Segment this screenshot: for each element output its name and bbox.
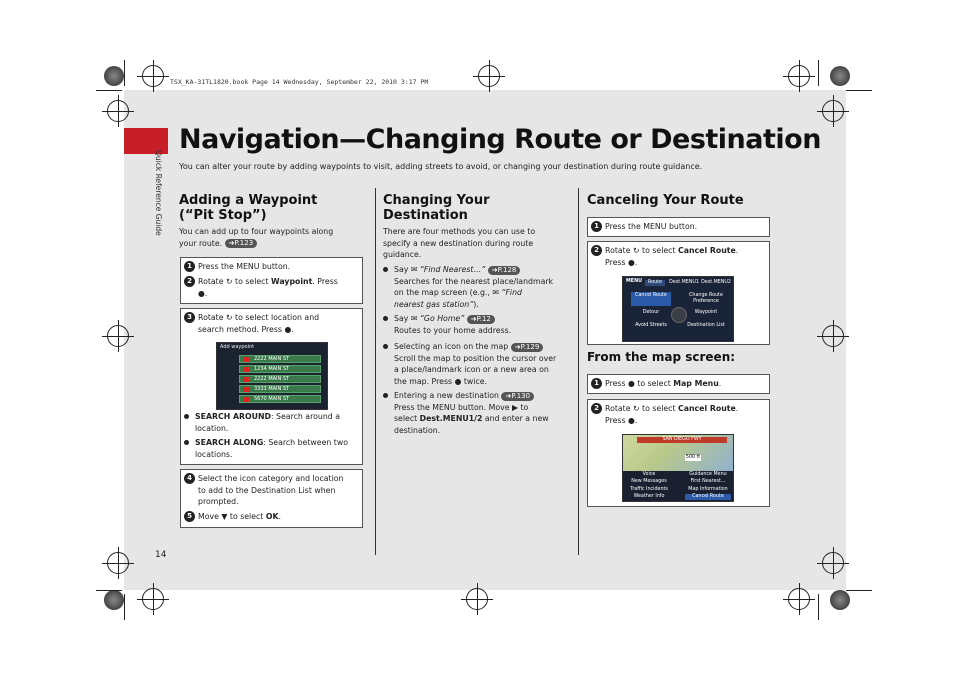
- enter-icon: ●: [284, 324, 292, 334]
- registration-disc: [104, 590, 124, 610]
- registration-mark: [478, 65, 500, 87]
- map-menu-item: Map Information: [688, 487, 728, 492]
- dial-icon: ↻: [226, 313, 233, 322]
- step-item: 2 Rotate ↻ to select Cancel Route. Press ●.: [591, 245, 767, 268]
- bullet-item: SEARCH ALONG: Search between two locations.: [184, 437, 360, 460]
- bullet-item: Entering a new destination ➜P.130 Press the MENU button. Move ▶ to select Dest.MENU1/2 and enter a new destination.: [383, 390, 573, 436]
- menu-tab: Dest.MENU1: [669, 280, 699, 285]
- map-menu-item: Traffic Incidents: [630, 487, 668, 492]
- section-subheading: From the map screen:: [587, 350, 736, 364]
- screen-list-item: 5670 MAIN ST: [239, 395, 321, 403]
- crop-line: [96, 590, 122, 591]
- section-heading: Canceling Your Route: [587, 193, 744, 208]
- menu-cell: Avoid Streets: [635, 323, 667, 328]
- intro-text: You can alter your route by adding waypoints to visit, adding streets to avoid, or changing your destination during route guidance.: [179, 162, 703, 171]
- column-divider: [578, 188, 579, 555]
- bullet-item: Say ✉ “Go Home” ➜P.12 Routes to your home address.: [383, 313, 573, 336]
- street-banner: SAN DIEGO FWY: [637, 437, 727, 443]
- joystick-icon: ▼: [221, 512, 228, 521]
- page-ref-badge[interactable]: ➜P.128: [488, 266, 521, 275]
- section-heading: Changing Your Destination: [383, 193, 490, 223]
- map-menu-item: Guidance Menu: [689, 472, 727, 477]
- section-description: You can add up to four waypoints along your route. ➜P.123: [179, 227, 334, 248]
- enter-icon: ●: [628, 415, 635, 425]
- dial-icon: ↻: [633, 404, 640, 413]
- crop-line: [818, 60, 819, 86]
- column-divider: [375, 188, 376, 555]
- menu-cell: Destination List: [687, 323, 725, 328]
- section-heading: Adding a Waypoint (“Pit Stop”): [179, 193, 318, 223]
- crop-line: [96, 90, 122, 91]
- enter-icon: ●: [454, 376, 462, 386]
- step-item: 1 Press the MENU button.: [591, 221, 767, 233]
- page-ref-badge[interactable]: ➜P.129: [511, 343, 544, 352]
- registration-mark: [107, 325, 129, 347]
- registration-mark: [788, 588, 810, 610]
- voice-icon: ✉: [492, 288, 499, 297]
- page-ref-badge[interactable]: ➜P.12: [467, 315, 495, 324]
- menu-cell: Change Route Preference: [689, 293, 723, 304]
- section-description: There are four methods you can use to specify a new destination during route guidance.: [383, 227, 536, 259]
- map-menu-item: New Messages: [631, 479, 667, 484]
- menu-label: MENU: [626, 279, 642, 284]
- registration-mark: [788, 65, 810, 87]
- map-scale: 500 ft: [685, 455, 701, 460]
- crop-line: [124, 594, 125, 620]
- menu-cell: Detour: [642, 310, 660, 315]
- registration-mark: [142, 588, 164, 610]
- dial-icon: ↻: [226, 277, 233, 286]
- registration-mark: [107, 552, 129, 574]
- screen-title: Add waypoint: [220, 344, 255, 350]
- side-label: Quick Reference Guide: [154, 150, 163, 236]
- step-item: 1 Press ● to select Map Menu.: [591, 378, 767, 390]
- registration-disc: [104, 66, 124, 86]
- map-menu-item: First Nearest...: [690, 479, 726, 484]
- map-menu-item: Weather Info: [633, 494, 665, 499]
- crop-line: [846, 590, 872, 591]
- page-ref-badge[interactable]: ➜P.123: [225, 239, 258, 248]
- screen-list-item: 3333 MAIN ST: [239, 385, 321, 393]
- registration-disc: [830, 66, 850, 86]
- step-item: 5 Move ▼ to select OK.: [184, 511, 360, 523]
- step-item: 3 Rotate ↻ to select location and search method. Press ●.: [184, 312, 360, 335]
- dial-icon: ↻: [633, 246, 640, 255]
- crop-line: [846, 90, 872, 91]
- route-menu-screen: [622, 276, 734, 342]
- screen-list-item: 2222 MAIN ST: [239, 375, 321, 383]
- registration-mark: [822, 552, 844, 574]
- page-title: Navigation—Changing Route or Destination: [179, 124, 821, 155]
- menu-tab: Route: [645, 280, 665, 286]
- menu-tab: Dest.MENU2: [701, 280, 731, 285]
- page-ref-badge[interactable]: ➜P.130: [501, 392, 534, 401]
- menu-cell: Waypoint: [694, 310, 718, 315]
- bullet-item: Say ✉ “Find Nearest…” ➜P.128 Searches for the nearest place/landmark on the map screen (e.g., ✉ “Find nearest gas station”).: [383, 264, 573, 310]
- enter-icon: ●: [628, 379, 635, 388]
- step-item: 1 Press the MENU button.: [184, 261, 360, 273]
- registration-mark: [107, 100, 129, 122]
- step-item: 2 Rotate ↻ to select Cancel Route. Press ●.: [591, 403, 767, 426]
- step-item: 4 Select the icon category and location to add to the Destination List when prompted.: [184, 473, 360, 508]
- enter-icon: ●: [628, 257, 635, 267]
- joystick-icon: ▶: [512, 402, 519, 412]
- voice-icon: ✉: [410, 314, 418, 323]
- screen-list-item: 1234 MAIN ST: [239, 365, 321, 373]
- waypoint-screen: [216, 342, 328, 410]
- map-menu-screen: [622, 434, 734, 502]
- print-header: TSX_KA-31TL1820.book Page 14 Wednesday, September 22, 2010 3:17 PM: [170, 78, 429, 86]
- bullet-item: Selecting an icon on the map ➜P.129 Scroll the map to position the cursor over a place/landmark icon or a new area on the map. Press ● twice.: [383, 341, 573, 387]
- menu-cell: Cancel Route: [631, 292, 671, 306]
- voice-icon: ✉: [410, 265, 418, 274]
- registration-disc: [830, 590, 850, 610]
- registration-mark: [142, 65, 164, 87]
- crop-line: [124, 60, 125, 86]
- crop-line: [818, 594, 819, 620]
- registration-mark: [822, 325, 844, 347]
- registration-mark: [822, 100, 844, 122]
- screen-list-item: 2222 MAIN ST: [239, 355, 321, 363]
- map-menu-item: Voice: [642, 472, 656, 477]
- enter-icon: ●: [198, 288, 205, 298]
- dial-graphic: [671, 307, 687, 323]
- registration-mark: [466, 588, 488, 610]
- map-menu-item: Cancel Route: [685, 494, 731, 500]
- bullet-item: SEARCH AROUND: Search around a location.: [184, 411, 360, 434]
- page-number: 14: [155, 550, 167, 560]
- step-item: 2 Rotate ↻ to select Waypoint. Press ●.: [184, 276, 360, 299]
